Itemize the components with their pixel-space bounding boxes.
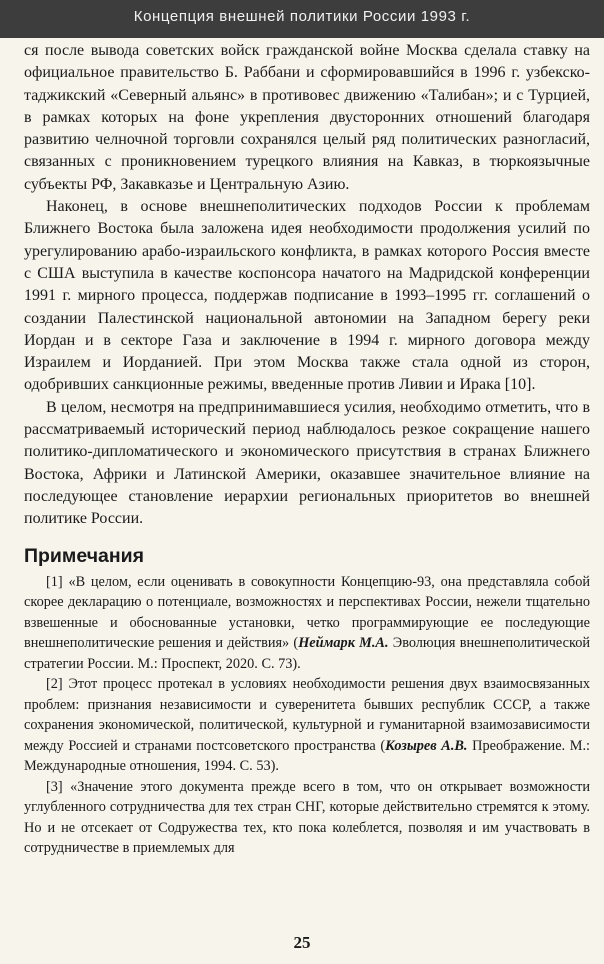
footnote-author: Козырев А.В. xyxy=(385,737,468,754)
footnote xyxy=(24,572,590,675)
footnote xyxy=(24,674,590,777)
notes-heading: Примечания xyxy=(24,544,145,567)
page-number: 25 xyxy=(293,933,311,952)
footnote-text: [3] «Значение этого документа прежде всего в том, что он открывает возможности углубленного сотрудничества для тех стран СНГ, которые действительно стремятся к этому. Но и не отсекает от Содружества тех, кто пока колеблется, позволяя и им участвовать в сотрудничестве в приемлемых для xyxy=(24,778,590,857)
footnote-author: Неймарк М.А. xyxy=(298,635,389,652)
footnote xyxy=(24,777,590,859)
footnote-text: Эволюция внешнеполитической стратегии России. М.: Проспект, 2020. С. 73). xyxy=(24,635,591,672)
page-content xyxy=(24,40,590,859)
running-header: Концепция внешней политики России 1993 г. xyxy=(0,0,604,38)
body-paragraph: ся после вывода советских войск гражданской войне Москва сделала ставку на официальное правительство Б. Раббани и сформировавшийся в 1996 г. узбекско-таджикский «Северный альянс» в противовес движению «Талибан»; и с Турцией, в рамках которых на фоне укрепления двусторонних отношений благодаря развитию челночной торговли сохранялся целый ряд политических разногласий, связанных с проникновением турецкого влияния на Кавказ, в тюркоязычные субъекты РФ, Закавказье и Центральную Азию. xyxy=(24,42,590,193)
body-paragraph: Наконец, в основе внешнеполитических подходов России к проблемам Ближнего Востока была заложена идея необходимости продолжения усилий по урегулированию арабо-израильского конфликта, в рамках которого Россия вместе с США выступила в качестве коспонсора начатого на Мадридской конференции 1991 г. мирного процесса, поддержав подписание в 1993–1995 гг. соглашений о создании Палестинской национальной автономии на Западном берегу реки Иордан и в секторе Газа и заключение в 1994 г. мирного договора между Израилем и Иорданией. При этом Москва также стала одной из сторон, одобривших санкционные режимы, введенные против Ливии и Ирака [10]. xyxy=(24,198,590,394)
footnote-text: [2] Этот процесс протекал в условиях необходимости решения двух взаимосвязанных проблем: признания независимости и суверенитета бывших республик СССР, а также сохранения экономической, политической, культурной и гуманитарной взаимозависимости между Россией и странами постсоветского пространства ( xyxy=(24,676,590,754)
footnote-text: Преображение. М.: Международные отношения, 1994. С. 53). xyxy=(24,737,591,775)
footnote-text: [1] «В целом, если оценивать в совокупности Концепцию-93, она представляла собой скорее декларацию о потенциале, возможностях и перспективах России, нежели тщательно взвешенные и обоснованные установки, четко программирующие ее последующие внешнеполитические решения и действия» ( xyxy=(24,573,590,652)
body-paragraph: В целом, несмотря на предпринимавшиеся усилия, необходимо отметить, что в рассматриваемый исторический период наблюдалось резкое сокращение нашего политико-дипломатического и экономического присутствия в странах Ближнего Востока, Африки и Латинской Америки, оказавшее значительное влияние на последующее становление иерархии региональных приоритетов во внешней политике России. xyxy=(24,398,590,528)
